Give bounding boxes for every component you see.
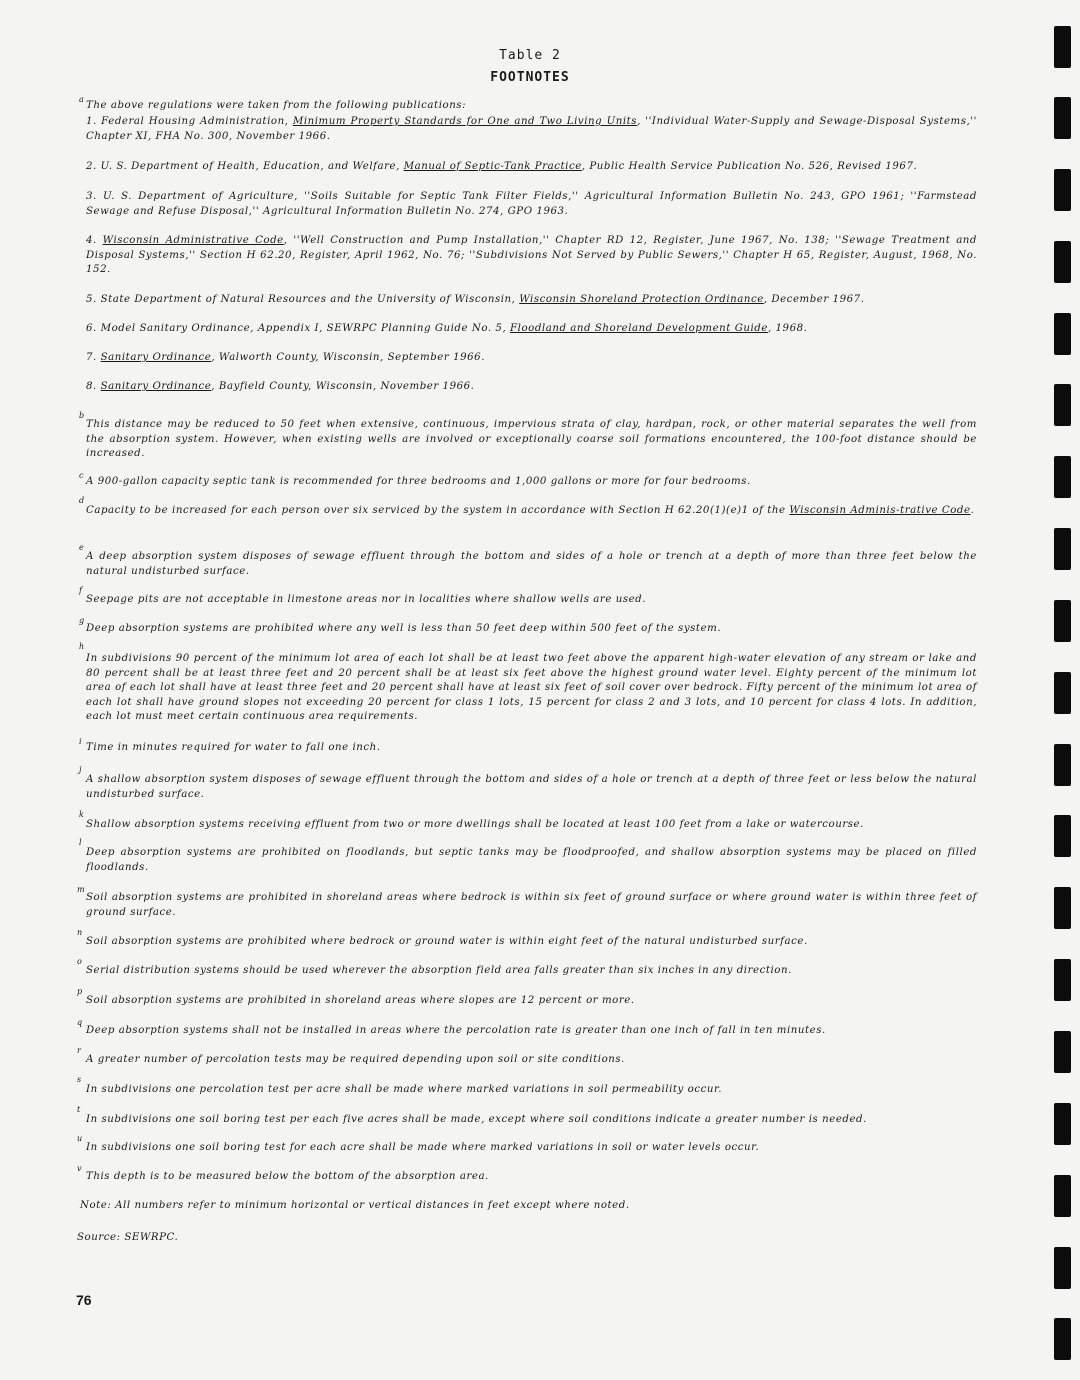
footnote-n: Soil absorption systems are prohibited where bedrock or ground water is within eight feet of the natural undisturbed surface. bbox=[86, 936, 808, 947]
footnote-j: A shallow absorption system disposes of sewage effluent through the bottom and sides of a hole or trench at a depth of three feet or less below the natural undisturbed surface. bbox=[86, 774, 977, 800]
publication-7-title: Sanitary Ordinance bbox=[100, 352, 212, 363]
publication-8: 8. Sanitary Ordinance, Bayfield County, Wisconsin, November 1966. bbox=[86, 381, 475, 392]
footnote-d-title: Wisconsin Adminis-trative Code bbox=[789, 505, 971, 516]
footnote-marker-d: d bbox=[79, 496, 85, 505]
binding-bar bbox=[1054, 241, 1071, 283]
publication-2-title: Manual of Septic-Tank Practice bbox=[403, 161, 582, 172]
publication-2: 2. U. S. Department of Health, Education, and Welfare, Manual of Septic-Tank Practice, Public Health Service Publication No. 526, Revised 1967. bbox=[86, 161, 918, 172]
binding-bar bbox=[1054, 528, 1071, 570]
footnote-c: A 900-gallon capacity septic tank is recommended for three bedrooms and 1,000 gallons or more for four bedrooms. bbox=[86, 476, 751, 487]
binding-bar bbox=[1054, 1247, 1071, 1289]
binding-bar bbox=[1054, 97, 1071, 139]
table-label: Table 2 bbox=[499, 48, 561, 63]
footnote-marker-o: o bbox=[77, 957, 82, 966]
footnote-marker-u: u bbox=[77, 1134, 83, 1143]
binding-bar bbox=[1054, 887, 1071, 929]
publication-4: 4. Wisconsin Administrative Code, ''Well Construction and Pump Installation,'' Chapter RD 12, Register, June 1967, No. 138; ''Sewage Treatment and Disposal Systems,'' Section H 62.20, Register, April 1962, No. 76; ''Subdivisions Not Served by Public Sewers,'' Chapter H 65, Register, August, 1968, No. 152. bbox=[86, 235, 977, 276]
footnote-marker-c: c bbox=[79, 471, 84, 480]
footnote-marker-e: e bbox=[79, 543, 84, 552]
footnote-l: Deep absorption systems are prohibited on floodlands, but septic tanks may be floodproofed, and shallow absorption systems may be placed on filled floodlands. bbox=[86, 847, 977, 873]
binding-bar bbox=[1054, 26, 1071, 68]
footnote-f: Seepage pits are not acceptable in limestone areas nor in localities where shallow wells are used. bbox=[86, 594, 647, 605]
binding-bar bbox=[1054, 744, 1071, 786]
footnote-r: A greater number of percolation tests may be required depending upon soil or site conditions. bbox=[86, 1054, 625, 1065]
footnote-t: In subdivisions one soil boring test per each five acres shall be made, except where soil conditions indicate a greater number is needed. bbox=[86, 1114, 867, 1125]
footnote-i: Time in minutes required for water to fall one inch. bbox=[86, 742, 381, 753]
table-note: Note: All numbers refer to minimum horizontal or vertical distances in feet except where noted. bbox=[80, 1200, 630, 1211]
binding-bar bbox=[1054, 672, 1071, 714]
publication-1: 1. Federal Housing Administration, Minimum Property Standards for One and Two Living Units, ''Individual Water-Supply and Sewage-Disposal Systems,'' Chapter XI, FHA No. 300, November 1966. bbox=[86, 116, 977, 142]
footnote-d: Capacity to be increased for each person over six serviced by the system in accordance with Section H 62.20(1)(e)1 of the Wisconsin Adminis-trative Code. bbox=[86, 505, 975, 516]
footnote-marker-t: t bbox=[77, 1105, 81, 1114]
footnote-o: Serial distribution systems should be used wherever the absorption field area falls greater than six inches in any direction. bbox=[86, 965, 792, 976]
footnote-a-intro: The above regulations were taken from the following publications: bbox=[86, 100, 467, 111]
footnote-marker-h: h bbox=[79, 642, 85, 651]
publication-7: 7. Sanitary Ordinance, Walworth County, Wisconsin, September 1966. bbox=[86, 352, 485, 363]
binding-bar bbox=[1054, 456, 1071, 498]
footnote-q: Deep absorption systems shall not be installed in areas where the percolation rate is greater than one inch of fall in ten minutes. bbox=[86, 1025, 826, 1036]
binding-bar bbox=[1054, 169, 1071, 211]
footnote-marker-a: a bbox=[79, 95, 84, 104]
binding-bar bbox=[1054, 600, 1071, 642]
footnote-marker-p: p bbox=[77, 987, 83, 996]
footnote-b: This distance may be reduced to 50 feet when extensive, continuous, impervious strata of clay, hardpan, rock, or other material separates the well from the absorption system. However, when existing wells are involved or exceptionally coarse soil formations encountered, the 100-foot distance should be increased. bbox=[86, 419, 977, 460]
publication-4-title: Wisconsin Administrative Code bbox=[102, 235, 284, 246]
footnote-k: Shallow absorption systems receiving effluent from two or more dwellings shall be located at least 100 feet from a lake or watercourse. bbox=[86, 819, 864, 830]
page-title: FOOTNOTES bbox=[490, 70, 570, 85]
publication-6: 6. Model Sanitary Ordinance, Appendix I, SEWRPC Planning Guide No. 5, Floodland and Shoreland Development Guide, 1968. bbox=[86, 323, 808, 334]
footnote-e: A deep absorption system disposes of sewage effluent through the bottom and sides of a hole or trench at a depth of more than three feet below the natural undisturbed surface. bbox=[86, 551, 977, 577]
publication-6-title: Floodland and Shoreland Development Guide bbox=[510, 323, 768, 334]
footnote-marker-r: r bbox=[77, 1046, 81, 1055]
footnote-marker-l: l bbox=[79, 838, 82, 847]
footnote-m: Soil absorption systems are prohibited in shoreland areas where bedrock is within six feet of ground surface or where ground water is within three feet of ground surface. bbox=[86, 892, 977, 918]
footnote-marker-g: g bbox=[79, 616, 85, 625]
footnote-marker-m: m bbox=[77, 885, 85, 894]
footnote-marker-v: v bbox=[77, 1164, 82, 1173]
binding-bar bbox=[1054, 1103, 1071, 1145]
footnote-u: In subdivisions one soil boring test for each acre shall be made where marked variations in soil or water levels occur. bbox=[86, 1142, 760, 1153]
footnote-marker-f: f bbox=[79, 586, 82, 595]
page-number: 76 bbox=[76, 1292, 92, 1308]
footnote-marker-q: q bbox=[77, 1018, 83, 1027]
publication-1-title: Minimum Property Standards for One and Two Living Units bbox=[292, 116, 638, 127]
footnote-p: Soil absorption systems are prohibited in shoreland areas where slopes are 12 percent or more. bbox=[86, 995, 635, 1006]
footnote-marker-n: n bbox=[77, 928, 83, 937]
footnote-marker-s: s bbox=[77, 1075, 82, 1084]
binding-bar bbox=[1054, 959, 1071, 1001]
binding-bar bbox=[1054, 815, 1071, 857]
footnote-marker-j: j bbox=[79, 765, 82, 774]
footnote-marker-b: b bbox=[79, 411, 85, 420]
table-source: Source: SEWRPC. bbox=[77, 1232, 179, 1243]
binding-bar bbox=[1054, 384, 1071, 426]
footnote-s: In subdivisions one percolation test per acre shall be made where marked variations in soil permeability occur. bbox=[86, 1084, 723, 1095]
binding-bar bbox=[1054, 313, 1071, 355]
publication-8-title: Sanitary Ordinance bbox=[100, 381, 212, 392]
footnote-marker-i: i bbox=[79, 737, 82, 746]
publication-5-title: Wisconsin Shoreland Protection Ordinance bbox=[519, 294, 764, 305]
binding-bar bbox=[1054, 1031, 1071, 1073]
footnote-v: This depth is to be measured below the bottom of the absorption area. bbox=[86, 1171, 489, 1182]
binding-bar bbox=[1054, 1318, 1071, 1360]
publication-3: 3. U. S. Department of Agriculture, ''Soils Suitable for Septic Tank Filter Fields,'' Agricultural Information Bulletin No. 243, GPO 1961; ''Farmstead Sewage and Refuse Disposal,'' Agricultural Information Bulletin No. 274, GPO 1963. bbox=[86, 191, 977, 217]
footnote-g: Deep absorption systems are prohibited where any well is less than 50 feet deep within 500 feet of the system. bbox=[86, 623, 722, 634]
publication-5: 5. State Department of Natural Resources and the University of Wisconsin, Wisconsin Shoreland Protection Ordinance, December 1967. bbox=[86, 294, 865, 305]
binding-bar bbox=[1054, 1175, 1071, 1217]
footnote-h: In subdivisions 90 percent of the minimum lot area of each lot shall be at least two feet above the apparent high-water elevation of any stream or lake and 80 percent shall be at least three feet and 20 percent shall be at least six feet above the highest ground water level. Eighty percent of the minimum lot area of each lot shall have at least three feet and 20 percent shall have at least six feet of soil cover over bedrock. Fifty percent of the minimum lot area of each lot shall have ground slopes not exceeding 20 percent for class 1 lots, 15 percent for class 2 and 3 lots, and 10 percent for class 4 lots. In addition, each lot must meet certain continuous area requirements. bbox=[86, 653, 977, 723]
footnote-marker-k: k bbox=[79, 810, 84, 819]
